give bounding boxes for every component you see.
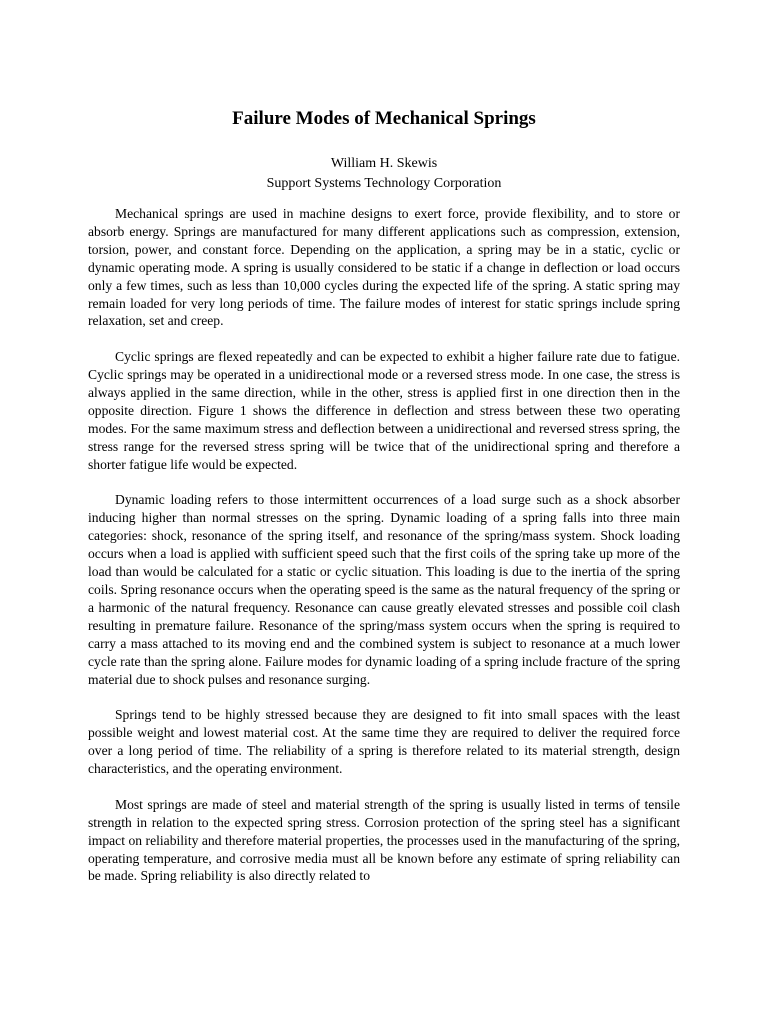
paragraph: Cyclic springs are flexed repeatedly and can be expected to exhibit a higher failure rate due to fatigue. Cyclic springs may be operated in a unidirectional mode or a reversed stress mode. In one case, the stress is always applied in the same direction, while in the other, stress is applied first in one direction then in the opposite direction. Figure 1 shows the difference in deflection and stress between these two operating modes. For the same maximum stress and deflection between a unidirectional and reversed stress spring, the stress range for the reversed stress spring will be twice that of the unidirectional spring and therefore a shorter fatigue life would be expected. — [88, 349, 680, 472]
author-block — [0, 154, 768, 194]
paragraph: Mechanical springs are used in machine designs to exert force, provide flexibility, and to store or absorb energy. Springs are manufactured for many different applications such as compression, extension, torsion, power, and constant force. Depending on the application, a spring may be in a static, cyclic or dynamic operating mode. A spring is usually considered to be static if a change in deflection or load occurs only a few times, such as less than 10,000 cycles during the expected life of the spring. A static spring may remain loaded for very long periods of time. The failure modes of interest for static springs include spring relaxation, set and creep. — [88, 206, 680, 329]
author-name: William H. Skewis — [330, 156, 438, 171]
paragraph: Springs tend to be highly stressed because they are designed to fit into small spaces with the least possible weight and lowest material cost. At the same time they are required to deliver the required force over a long period of time. The reliability of a spring is therefore related to its material strength, design characteristics, and the operating environment. — [88, 707, 680, 777]
paragraph: Dynamic loading refers to those intermittent occurrences of a load surge such as a shock absorber inducing higher than normal stresses on the spring. Dynamic loading of a spring falls into three main categories: shock, resonance of the spring itself, and resonance of the spring/mass system. Shock loading occurs when a load is applied with sufficient speed such that the first coils of the spring take up more of the load than would be calculated for a static or cyclic situation. This loading is due to the inertia of the spring coils. Spring resonance occurs when the operating speed is the same as the natural frequency of the spring or a harmonic of the natural frequency. Resonance can cause greatly elevated stresses and possible coil clash resulting in premature failure. Resonance of the spring/mass system occurs when the spring is required to carry a mass attached to its moving end and the combined system is subject to resonance at a much lower cycle rate than the spring alone. Failure modes for dynamic loading of a spring include fracture of the spring material due to shock pulses and resonance surging. — [88, 492, 680, 687]
body-text — [88, 205, 680, 885]
author-affiliation: Support Systems Technology Corporation — [266, 176, 502, 191]
paper-title: Failure Modes of Mechanical Springs — [232, 108, 536, 129]
paragraph: Most springs are made of steel and material strength of the spring is usually listed in terms of tensile strength in relation to the expected spring stress. Corrosion protection of the spring steel has a significant impact on reliability and therefore material properties, the processes used in the manufacturing of the spring, operating temperature, and corrosive media must all be known before any estimate of spring reliability can be made. Spring reliability is also directly related to — [88, 796, 680, 884]
